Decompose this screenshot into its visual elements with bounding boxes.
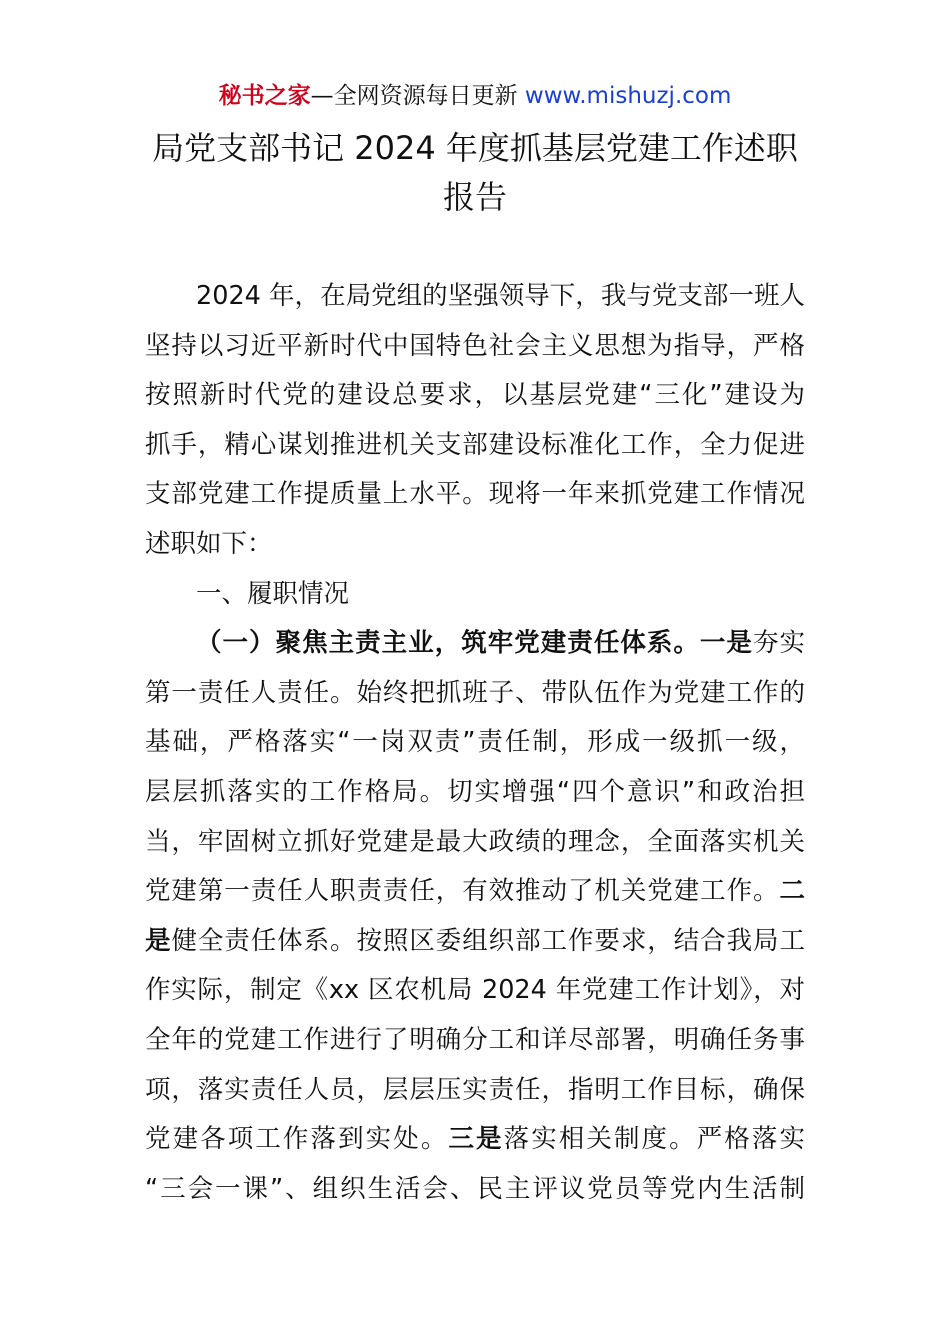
title-line-2: 报告 <box>442 178 507 216</box>
text-run: 健全责任体系。按照区委组织部工作要求，结合我局工 <box>171 925 805 956</box>
document-body <box>145 272 805 1214</box>
text-run: 党建第一责任人职责责任，有效推动了机关党建工作。 <box>145 876 780 907</box>
text-run: 落实相关制度。严格落实 <box>503 1124 805 1155</box>
paragraph-2-line: 全年的党建工作进行了明确分工和详尽部署，明确任务事 <box>145 1024 805 1055</box>
paragraph-2-line: 当，牢固树立抓好党建是最大政绩的理念，全面落实机关 <box>145 826 805 857</box>
bold-marker: 是 <box>145 925 172 956</box>
bold-marker: 二 <box>779 876 805 907</box>
paragraph-1-line: 支部党建工作提质量上水平。现将一年来抓党建工作情况 <box>145 479 805 510</box>
site-url[interactable]: www.mishuzj.com <box>524 83 732 109</box>
paragraph-2-line: 作实际，制定《xx 区农机局 2024 年党建工作计划》，对 <box>145 975 805 1006</box>
brand-name: 秘书之家 <box>218 83 311 109</box>
text-run: 夯实 <box>752 628 805 659</box>
subheading-bold: （一）聚焦主责主业，筑牢党建责任体系。一是 <box>196 628 753 659</box>
paragraph-2-line <box>145 619 805 669</box>
title-line-1: 局党支部书记 2024 年度抓基层党建工作述职 <box>152 129 798 167</box>
bold-marker: 三是 <box>448 1124 504 1155</box>
paragraph-2-line: “三会一课”、组织生活会、民主评议党员等党内生活制 <box>145 1173 805 1204</box>
paragraph-1-line: 按照新时代党的建设总要求，以基层党建“三化”建设为 <box>145 380 805 411</box>
paragraph-1-line: 坚持以习近平新时代中国特色社会主义思想为指导，严格 <box>145 330 805 361</box>
paragraph-1-line: 2024 年，在局党组的坚强领导下，我与党支部一班人 <box>196 281 805 311</box>
paragraph-2-line: 层层抓落实的工作格局。切实增强“四个意识”和政治担 <box>145 776 805 807</box>
paragraph-2-line <box>145 917 805 967</box>
section-heading: 一、履职情况 <box>196 578 350 609</box>
paragraph-2-line: 基础，严格落实“一岗双责”责任制，形成一级抓一级， <box>145 727 805 758</box>
header-tagline: —全网资源每日更新 <box>310 83 525 109</box>
paragraph-2-line: 第一责任人责任。始终把抓班子、带队伍作为党建工作的 <box>145 677 805 708</box>
paragraph-2-line <box>145 867 805 917</box>
document-title <box>145 124 805 222</box>
site-header <box>0 80 950 112</box>
paragraph-2-line: 项，落实责任人员，层层压实责任，指明工作目标，确保 <box>145 1074 805 1105</box>
text-run: 党建各项工作落到实处。 <box>145 1124 449 1155</box>
paragraph-2-line <box>145 1115 805 1165</box>
paragraph-1-line: 述职如下： <box>145 528 273 559</box>
paragraph-1-line: 抓手，精心谋划推进机关支部建设标准化工作，全力促进 <box>145 429 805 460</box>
